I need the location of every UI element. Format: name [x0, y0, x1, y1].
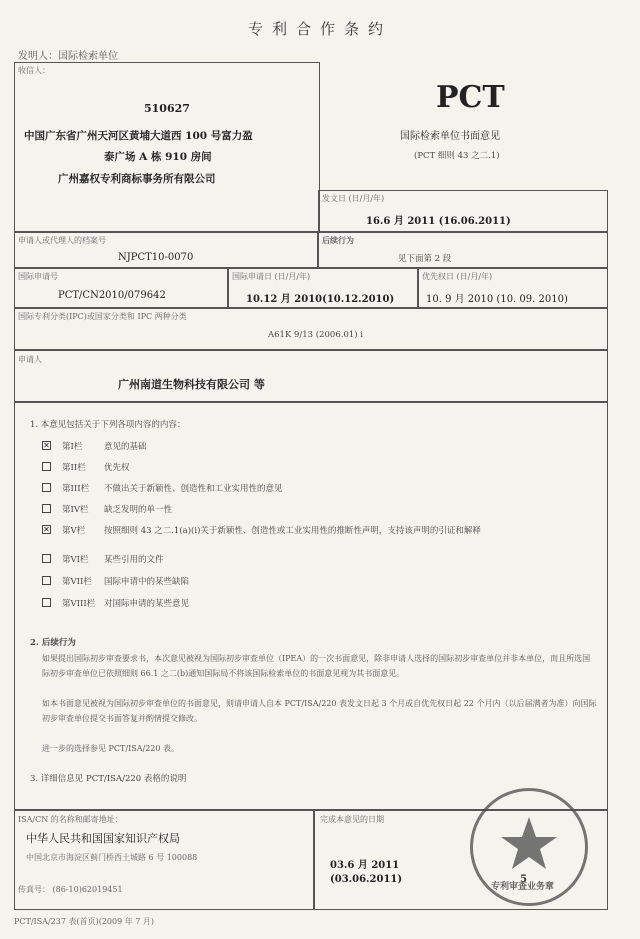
item-checkbox[interactable] [42, 554, 51, 563]
seal-number: 5 [520, 874, 527, 885]
report-rule: (PCT 细则 43 之二.1) [414, 151, 500, 161]
section-2-paragraph-3: 进一步的选择参见 PCT/ISA/220 表。 [42, 744, 180, 753]
section-1-title: 1. 本意见包括关于下列各项内容的内容： [30, 420, 186, 430]
report-title: 国际检索单位书面意见 [400, 131, 500, 142]
address-line-1: 中国广东省广州天河区黄埔大道西 100 号富力盈 [24, 130, 253, 142]
item-text: 按照细则 43 之二.1(a)(i)关于新颖性、创造性或工业实用性的推断性声明，支持该声明的引证和解释 [104, 526, 481, 536]
item-text: 不做出关于新颖性、创造性和工业实用性的意见 [104, 484, 283, 494]
further-action-box [318, 232, 608, 268]
section-2-paragraph-2: 如本书面意见被视为国际初步审查单位的书面意见，则请申请人自本 PCT/ISA/220 表发文日起 3 个月或自优先权日起 22 个月内（以后届满者为准）向国际初步审查单位提交书面答复并酌情提交修改。 [42, 699, 597, 723]
priority-label: 优先权日 (日/月/年) [422, 272, 493, 281]
isa-label: ISA/CN 的名称和邮寄地址： [18, 815, 123, 824]
mail-date-label: 发文日 (日/月/年) [322, 194, 385, 203]
applicant-value: 广州南道生物科技有限公司 等 [118, 378, 265, 391]
file-ref-label: 申请人或代理人的档案号 [18, 236, 106, 245]
intl-app-value: PCT/CN2010/079642 [58, 290, 166, 301]
further-action-label: 后续行为 [322, 235, 354, 245]
item-text: 某些引用的文件 [104, 555, 164, 565]
addressee-label: 收信人： [18, 66, 50, 75]
isa-address: 中国北京市海淀区蓟门桥西土城路 6 号 100088 [26, 853, 198, 862]
item-code: 第III栏 [62, 484, 90, 494]
item-code: 第VI栏 [62, 555, 89, 565]
intl-app-label: 国际申请号 [18, 272, 58, 281]
seal-text: 专利审查业务章 [491, 882, 555, 892]
agency-name: 广州嘉权专利商标事务所有限公司 [58, 173, 216, 185]
item-text: 对国际申请的某些意见 [104, 599, 190, 609]
completion-date-2: (03.06.2011) [330, 874, 403, 885]
postcode: 510627 [144, 102, 190, 115]
ipc-label: 国际专利分类(IPC)或国家分类和 IPC 两种分类 [18, 312, 187, 321]
item-text: 国际申请中的某些缺陷 [104, 577, 190, 587]
completion-label: 完成本意见的日期 [320, 815, 384, 824]
item-code: 第VIII栏 [62, 599, 96, 609]
completion-date-1: 03.6 月 2011 [330, 860, 400, 871]
applicant-box [14, 350, 608, 402]
official-seal [470, 788, 588, 906]
item-checkbox[interactable] [42, 598, 51, 607]
item-text: 意见的基础 [104, 442, 147, 452]
to-line: 发明人：国际检索单位 [18, 51, 118, 62]
isa-fax: 传真号： (86-10)62019451 [18, 885, 123, 894]
item-code: 第IV栏 [62, 505, 89, 515]
item-checkbox[interactable]: ✕ [43, 441, 50, 450]
section-3-title: 3. 详细信息见 PCT/ISA/220 表格的说明 [30, 774, 187, 784]
document-title: 专利合作条约 [247, 20, 392, 38]
item-checkbox[interactable]: ✕ [43, 525, 50, 534]
item-code: 第I栏 [62, 442, 83, 452]
item-checkbox[interactable] [42, 576, 51, 585]
further-action-value: 见下面第 2 段 [398, 254, 452, 264]
file-ref-value: NJPCT10-0070 [118, 252, 194, 263]
pct-heading: PCT [436, 80, 505, 115]
item-code: 第II栏 [62, 463, 86, 473]
item-checkbox[interactable] [42, 483, 51, 492]
address-line-2: 泰广场 A 栋 910 房间 [104, 151, 212, 163]
item-text: 优先权 [104, 463, 130, 473]
section-2-paragraph-1: 如果提出国际初步审查要求书，本次意见被视为国际初步审查单位（IPEA）的一次书面意见，除非申请人选择的国际初步审查单位并非本单位，而且所选国际初步审查单位已依照细则 66.1 之二(b)通知国际局不将该国际检索单位的书面意见视为其书面意见。 [42, 654, 591, 678]
addressee-box [14, 62, 320, 232]
intl-date-value: 10.12 月 2010(10.12.2010) [246, 294, 395, 305]
item-text: 缺乏发明的单一性 [104, 505, 173, 515]
applicant-label: 申请人 [18, 355, 42, 364]
section-2-title: 2. 后续行为 [30, 638, 76, 648]
form-footer: PCT/ISA/237 表(首页)(2009 年 7 月) [14, 917, 155, 926]
item-code: 第V栏 [62, 526, 86, 536]
isa-name: 中华人民共和国国家知识产权局 [26, 832, 180, 845]
item-checkbox[interactable] [42, 504, 51, 513]
ipc-value: A61K 9/13 (2006.01) i [268, 330, 363, 340]
item-checkbox[interactable] [42, 462, 51, 471]
priority-value: 10. 9 月 2010 (10. 09. 2010) [426, 294, 568, 305]
item-code: 第VII栏 [62, 577, 92, 587]
mail-date-value: 16.6 月 2011 (16.06.2011) [366, 216, 511, 227]
intl-date-label: 国际申请日 (日/月/年) [232, 272, 311, 281]
